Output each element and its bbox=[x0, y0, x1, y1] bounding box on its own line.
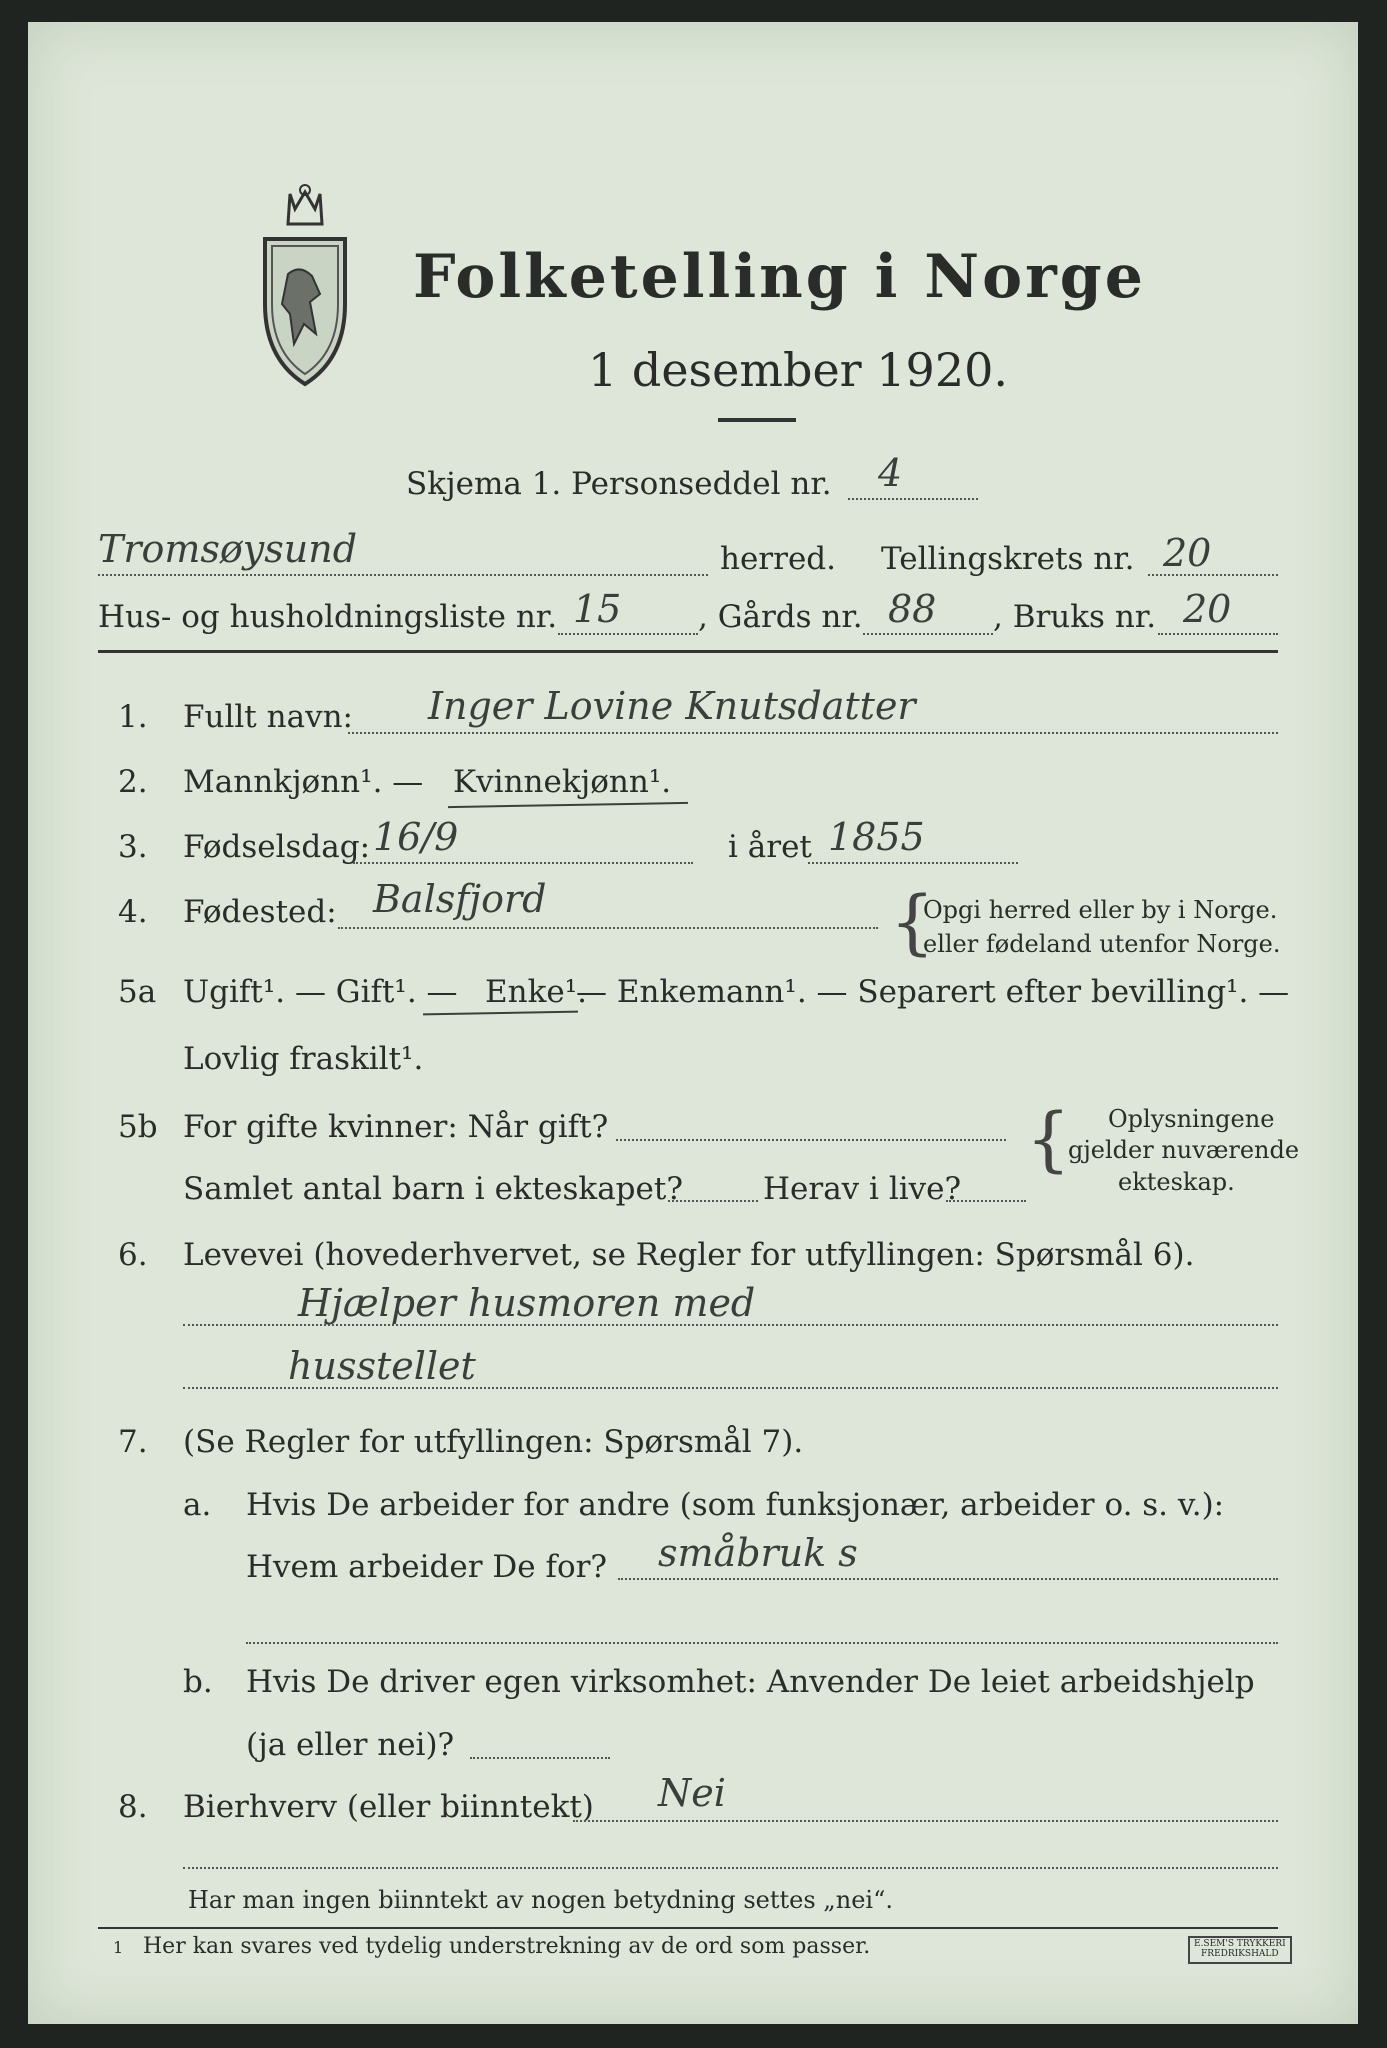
q5a-enke-underline bbox=[423, 1011, 578, 1016]
footer-divider bbox=[98, 1927, 1278, 1929]
census-date: 1 desember 1920. bbox=[588, 343, 1008, 397]
krets-line bbox=[1148, 574, 1278, 576]
q4-label: Fødested: bbox=[183, 894, 337, 930]
footer-note: Har man ingen biinntekt av nogen betydning settes „nei“. bbox=[188, 1886, 893, 1914]
section-divider bbox=[98, 650, 1278, 653]
q4-value: Balsfjord bbox=[373, 877, 547, 921]
page-title: Folketelling i Norge bbox=[413, 242, 1146, 312]
hus-label: Hus- og husholdningsliste nr. bbox=[98, 599, 558, 635]
q3-number: 3. bbox=[118, 829, 148, 865]
q8-number: 8. bbox=[118, 1789, 148, 1825]
q6-value-2: husstellet bbox=[288, 1344, 476, 1388]
q3-year-value: 1855 bbox=[828, 815, 925, 859]
q7b-line bbox=[470, 1757, 610, 1759]
q1-number: 1. bbox=[118, 699, 148, 735]
krets-label: Tellingskrets nr. bbox=[881, 541, 1135, 577]
q6-line-1 bbox=[183, 1324, 1278, 1326]
q3-line bbox=[353, 862, 693, 864]
q5b-line-2 bbox=[668, 1200, 758, 1202]
q6-label: Levevei (hovederhvervet, se Regler for utfyllingen: Spørsmål 6). bbox=[183, 1237, 1195, 1273]
gards-value: 88 bbox=[888, 587, 937, 631]
schema-number-line bbox=[848, 498, 978, 500]
q5a-rest: — Enkemann¹. — Separert efter bevilling¹. — bbox=[576, 974, 1290, 1010]
q8-value: Nei bbox=[658, 1771, 726, 1815]
q1-label: Fullt navn: bbox=[183, 699, 353, 735]
q5b-line-1 bbox=[616, 1139, 1006, 1141]
hus-value: 15 bbox=[573, 587, 622, 631]
footnote-text: Her kan svares ved tydelig understrekning av de ord som passer. bbox=[143, 1934, 871, 1959]
q7a-question: Hvem arbeider De for? bbox=[246, 1549, 608, 1585]
title-divider bbox=[718, 418, 796, 422]
q4-note-2: eller fødeland utenfor Norge. bbox=[923, 930, 1281, 958]
q3-value: 16/9 bbox=[373, 815, 459, 859]
q7-number: 7. bbox=[118, 1424, 148, 1460]
q3-year-label: i året bbox=[728, 829, 812, 865]
q5a-enke: Enke¹. bbox=[485, 974, 588, 1010]
q7-label: (Se Regler for utfyllingen: Spørsmål 7). bbox=[183, 1424, 804, 1460]
footnote-number: 1 bbox=[113, 1938, 124, 1957]
q6-number: 6. bbox=[118, 1237, 148, 1273]
q6-value-1: Hjælper husmoren med bbox=[298, 1281, 756, 1325]
q2-female-underline bbox=[448, 802, 688, 808]
q4-line bbox=[338, 927, 878, 929]
q4-note-1: Opgi herred eller by i Norge. bbox=[923, 896, 1278, 924]
bruks-line bbox=[1158, 633, 1278, 635]
q8-line-1 bbox=[573, 1820, 1278, 1822]
herred-value: Tromsøysund bbox=[98, 527, 358, 571]
schema-number: 4 bbox=[878, 451, 903, 495]
q4-number: 4. bbox=[118, 894, 148, 930]
q5b-brace: { bbox=[1026, 1098, 1071, 1180]
bruks-value: 20 bbox=[1183, 587, 1232, 631]
printer-stamp-line-2: FREDRIKSHALD bbox=[1201, 1948, 1279, 1959]
q6-line-2 bbox=[183, 1387, 1278, 1389]
q5b-label-3: Herav i live? bbox=[763, 1171, 962, 1207]
q8-label: Bierhverv (eller biinntekt) bbox=[183, 1789, 594, 1825]
q5b-line-3 bbox=[946, 1200, 1026, 1202]
q2-female: Kvinnekjønn¹. bbox=[453, 764, 672, 800]
q7a-value: småbruk s bbox=[658, 1531, 858, 1575]
census-form bbox=[28, 22, 1358, 2024]
herred-line bbox=[98, 574, 708, 576]
schema-label: Skjema 1. Personseddel nr. bbox=[406, 466, 832, 502]
q5b-label-2: Samlet antal barn i ekteskapet? bbox=[183, 1171, 683, 1207]
q7b-number: b. bbox=[183, 1664, 213, 1700]
q5b-label-1: For gifte kvinner: Når gift? bbox=[183, 1109, 609, 1145]
gards-line bbox=[863, 633, 993, 635]
q7a-line-1 bbox=[618, 1578, 1278, 1580]
q2-male: Mannkjønn¹. — bbox=[183, 764, 424, 800]
q1-value: Inger Lovine Knutsdatter bbox=[428, 684, 916, 728]
printer-stamp-line-1: E.SEM'S TRYKKERI bbox=[1194, 1939, 1286, 1949]
q1-line bbox=[348, 732, 1278, 734]
q3-label: Fødselsdag: bbox=[183, 829, 371, 865]
q5a-number: 5a bbox=[118, 974, 157, 1010]
krets-value: 20 bbox=[1163, 531, 1212, 575]
q2-number: 2. bbox=[118, 764, 148, 800]
q5b-note-3: ekteskap. bbox=[1118, 1168, 1235, 1196]
q5a-text: Ugift¹. — Gift¹. — bbox=[183, 974, 458, 1010]
q5b-note-1: Oplysningene bbox=[1108, 1105, 1275, 1133]
q5b-number: 5b bbox=[118, 1109, 158, 1145]
q7b-question: (ja eller nei)? bbox=[246, 1727, 455, 1763]
printer-stamp bbox=[1188, 1936, 1292, 1964]
q5a-line-2: Lovlig fraskilt¹. bbox=[183, 1041, 424, 1077]
q8-line-2 bbox=[183, 1867, 1278, 1869]
q7a-line-2 bbox=[246, 1642, 1278, 1644]
q7a-number: a. bbox=[183, 1487, 212, 1523]
q7b-text: Hvis De driver egen virksomhet: Anvender De leiet arbeidshjelp bbox=[246, 1664, 1255, 1700]
hus-line bbox=[558, 633, 698, 635]
q5b-note-2: gjelder nuværende bbox=[1068, 1136, 1300, 1164]
q3-year-line bbox=[808, 862, 1018, 864]
coat-of-arms-icon bbox=[250, 184, 360, 394]
herred-label: herred. bbox=[720, 541, 836, 577]
q4-brace: { bbox=[890, 881, 935, 963]
q7a-text: Hvis De arbeider for andre (som funksjonær, arbeider o. s. v.): bbox=[246, 1487, 1225, 1523]
gards-label: , Gårds nr. bbox=[698, 599, 863, 635]
bruks-label: , Bruks nr. bbox=[993, 599, 1157, 635]
